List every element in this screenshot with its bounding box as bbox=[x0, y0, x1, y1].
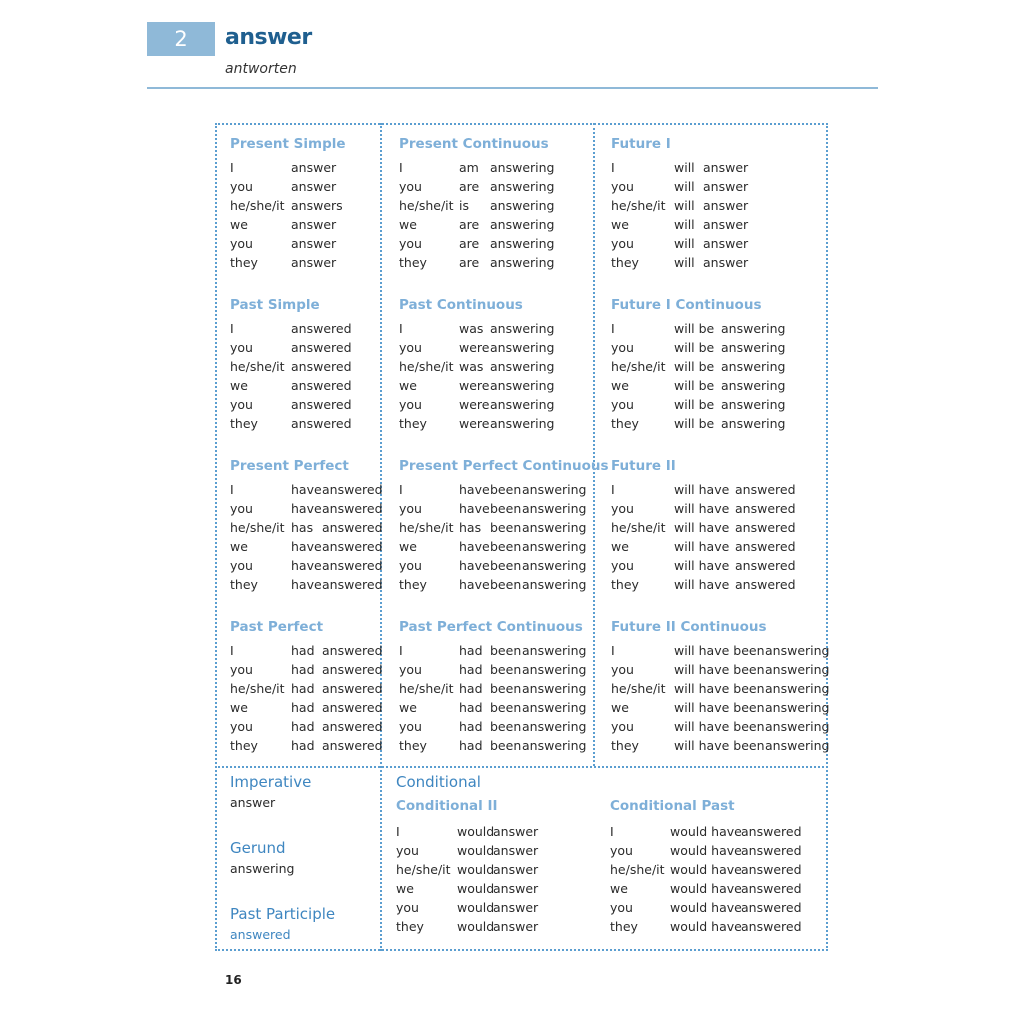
pronoun: he/she/it bbox=[611, 359, 666, 374]
pronoun: they bbox=[611, 255, 639, 270]
verb-form: answering bbox=[522, 700, 587, 715]
verb-form: answer bbox=[703, 255, 749, 270]
auxiliary: have bbox=[459, 482, 490, 497]
verb-form: answered bbox=[322, 662, 383, 677]
verb-form: answering bbox=[522, 681, 587, 696]
verb-form: answering bbox=[765, 681, 830, 696]
verb-form: answered bbox=[322, 558, 383, 573]
present-perfect-title: Present Perfect bbox=[230, 458, 349, 474]
column-divider-2 bbox=[593, 123, 595, 766]
pronoun: he/she/it bbox=[611, 681, 666, 696]
pronoun: I bbox=[610, 824, 614, 839]
pronoun: I bbox=[611, 643, 615, 658]
auxiliary: would bbox=[457, 824, 495, 839]
verb-form: answered bbox=[291, 416, 352, 431]
auxiliary: have bbox=[291, 539, 322, 554]
verb-form: answered bbox=[322, 501, 383, 516]
pronoun: they bbox=[611, 577, 639, 592]
pronoun: they bbox=[230, 255, 258, 270]
pronoun: you bbox=[399, 340, 422, 355]
verb-form: answered bbox=[735, 482, 796, 497]
auxiliary: had bbox=[291, 643, 315, 658]
pronoun: we bbox=[399, 700, 417, 715]
pronoun: you bbox=[399, 662, 422, 677]
pronoun: we bbox=[396, 881, 414, 896]
pronoun: he/she/it bbox=[399, 198, 454, 213]
pronoun: they bbox=[396, 919, 424, 934]
past-perfect-continuous-title: Past Perfect Continuous bbox=[399, 619, 583, 635]
pronoun: you bbox=[399, 501, 422, 516]
auxiliary: have bbox=[459, 501, 490, 516]
pronoun: you bbox=[611, 558, 634, 573]
auxiliary: have bbox=[291, 501, 322, 516]
auxiliary: would bbox=[457, 881, 495, 896]
pronoun: you bbox=[611, 397, 634, 412]
verb-form: answering bbox=[765, 700, 830, 715]
auxiliary: are bbox=[459, 217, 480, 232]
verb-form: answering bbox=[721, 340, 786, 355]
auxiliary: would bbox=[457, 919, 495, 934]
pronoun: he/she/it bbox=[396, 862, 451, 877]
auxiliary: been bbox=[490, 520, 522, 535]
auxiliary: will have bbox=[674, 539, 730, 554]
header-divider bbox=[147, 87, 878, 89]
pronoun: he/she/it bbox=[610, 862, 665, 877]
verb-form: answered bbox=[741, 919, 802, 934]
pronoun: you bbox=[610, 900, 633, 915]
pronoun: you bbox=[230, 719, 253, 734]
auxiliary: will have bbox=[674, 501, 730, 516]
verb-form: answering bbox=[490, 340, 555, 355]
pronoun: I bbox=[230, 482, 234, 497]
pronoun: we bbox=[230, 378, 248, 393]
auxiliary: been bbox=[490, 681, 522, 696]
verb-form: answered bbox=[735, 501, 796, 516]
verb-form: answered bbox=[735, 577, 796, 592]
auxiliary: been bbox=[490, 577, 522, 592]
conditional-ii-title: Conditional II bbox=[396, 798, 498, 814]
auxiliary: would have bbox=[670, 881, 742, 896]
auxiliary: will be bbox=[674, 340, 715, 355]
verb-form: answering bbox=[522, 501, 587, 516]
auxiliary: would bbox=[457, 900, 495, 915]
verb-form: answer bbox=[291, 179, 337, 194]
verb-form: answered bbox=[322, 482, 383, 497]
verb-form: answered bbox=[291, 378, 352, 393]
verb-form: answer bbox=[493, 881, 539, 896]
pronoun: he/she/it bbox=[230, 198, 285, 213]
auxiliary: were bbox=[459, 378, 490, 393]
auxiliary: is bbox=[459, 198, 469, 213]
verb-form: answered bbox=[741, 824, 802, 839]
pronoun: we bbox=[399, 217, 417, 232]
verb-form: answered bbox=[322, 719, 383, 734]
imperative-value: answer bbox=[230, 795, 276, 810]
future-ii-continuous-title: Future II Continuous bbox=[611, 619, 767, 635]
verb-form: answer bbox=[703, 160, 749, 175]
pronoun: they bbox=[399, 577, 427, 592]
auxiliary: been bbox=[490, 501, 522, 516]
auxiliary: been bbox=[490, 558, 522, 573]
auxiliary: would have bbox=[670, 919, 742, 934]
auxiliary: will have bbox=[674, 520, 730, 535]
pronoun: they bbox=[610, 919, 638, 934]
verb-form: answering bbox=[490, 359, 555, 374]
verb-form: answering bbox=[490, 397, 555, 412]
auxiliary: will have been bbox=[674, 681, 765, 696]
verb-form: answering bbox=[490, 217, 555, 232]
pronoun: we bbox=[610, 881, 628, 896]
verb-form: answer bbox=[493, 919, 539, 934]
auxiliary: had bbox=[459, 643, 483, 658]
auxiliary: have bbox=[291, 577, 322, 592]
pronoun: you bbox=[230, 662, 253, 677]
pronoun: they bbox=[230, 577, 258, 592]
present-perfect-continuous-title: Present Perfect Continuous bbox=[399, 458, 609, 474]
auxiliary: were bbox=[459, 416, 490, 431]
pronoun: we bbox=[611, 217, 629, 232]
pronoun: we bbox=[230, 700, 248, 715]
auxiliary: will have been bbox=[674, 643, 765, 658]
participle-value: answered bbox=[230, 927, 291, 942]
pronoun: we bbox=[230, 539, 248, 554]
pronoun: you bbox=[611, 662, 634, 677]
auxiliary: will have been bbox=[674, 738, 765, 753]
pronoun: you bbox=[611, 719, 634, 734]
gerund-label: Gerund bbox=[230, 839, 286, 857]
pronoun: they bbox=[611, 738, 639, 753]
future-i-title: Future I bbox=[611, 136, 671, 152]
verb-form: answering bbox=[490, 236, 555, 251]
gerund-value: answering bbox=[230, 861, 295, 876]
auxiliary: will be bbox=[674, 359, 715, 374]
verb-form: answered bbox=[322, 700, 383, 715]
verb-form: answer bbox=[493, 862, 539, 877]
verb-form: answering bbox=[721, 378, 786, 393]
auxiliary: would have bbox=[670, 843, 742, 858]
past-perfect-title: Past Perfect bbox=[230, 619, 324, 635]
pronoun: you bbox=[399, 558, 422, 573]
auxiliary: has bbox=[291, 520, 314, 535]
verb-form: answered bbox=[741, 843, 802, 858]
pronoun: we bbox=[399, 539, 417, 554]
pronoun: they bbox=[399, 416, 427, 431]
verb-form: answering bbox=[522, 643, 587, 658]
pronoun: we bbox=[611, 378, 629, 393]
verb-form: answered bbox=[735, 558, 796, 573]
pronoun: he/she/it bbox=[399, 359, 454, 374]
verb-form: answer bbox=[703, 236, 749, 251]
chapter-number: 2 bbox=[147, 22, 215, 56]
past-simple-title: Past Simple bbox=[230, 297, 320, 313]
pronoun: you bbox=[611, 179, 634, 194]
verb-form: answering bbox=[522, 539, 587, 554]
verb-form: answered bbox=[291, 321, 352, 336]
pronoun: I bbox=[611, 160, 615, 175]
verb-form: answer bbox=[493, 843, 539, 858]
verb-form: answered bbox=[735, 520, 796, 535]
pronoun: I bbox=[399, 160, 403, 175]
auxiliary: been bbox=[490, 662, 522, 677]
verb-form: answering bbox=[721, 416, 786, 431]
verb-form: answers bbox=[291, 198, 343, 213]
pronoun: you bbox=[611, 501, 634, 516]
verb-form: answered bbox=[322, 520, 383, 535]
verb-form: answering bbox=[721, 359, 786, 374]
pronoun: you bbox=[230, 179, 253, 194]
future-ii-title: Future II bbox=[611, 458, 676, 474]
verb-form: answering bbox=[490, 198, 555, 213]
verb-translation: antworten bbox=[225, 61, 297, 77]
verb-form: answer bbox=[703, 217, 749, 232]
verb-form: answered bbox=[322, 738, 383, 753]
auxiliary: will have bbox=[674, 577, 730, 592]
verb-form: answering bbox=[490, 160, 555, 175]
pronoun: they bbox=[399, 255, 427, 270]
pronoun: I bbox=[396, 824, 400, 839]
pronoun: they bbox=[399, 738, 427, 753]
verb-form: answering bbox=[522, 482, 587, 497]
auxiliary: was bbox=[459, 359, 484, 374]
auxiliary: will have bbox=[674, 482, 730, 497]
auxiliary: been bbox=[490, 482, 522, 497]
auxiliary: had bbox=[291, 700, 315, 715]
auxiliary: had bbox=[291, 681, 315, 696]
auxiliary: been bbox=[490, 700, 522, 715]
auxiliary: will have been bbox=[674, 700, 765, 715]
verb-form: answering bbox=[765, 643, 830, 658]
pronoun: he/she/it bbox=[230, 681, 285, 696]
auxiliary: had bbox=[459, 700, 483, 715]
auxiliary: had bbox=[291, 719, 315, 734]
pronoun: you bbox=[230, 558, 253, 573]
pronoun: I bbox=[399, 321, 403, 336]
pronoun: you bbox=[230, 340, 253, 355]
auxiliary: have bbox=[459, 577, 490, 592]
pronoun: he/she/it bbox=[399, 520, 454, 535]
verb-form: answering bbox=[490, 321, 555, 336]
pronoun: they bbox=[230, 416, 258, 431]
verb-form: answering bbox=[721, 397, 786, 412]
verb-form: answer bbox=[291, 236, 337, 251]
verb-form: answering bbox=[490, 378, 555, 393]
auxiliary: would bbox=[457, 843, 495, 858]
pronoun: he/she/it bbox=[611, 198, 666, 213]
verb-form: answering bbox=[765, 662, 830, 677]
auxiliary: had bbox=[459, 681, 483, 696]
auxiliary: had bbox=[291, 662, 315, 677]
pronoun: you bbox=[611, 340, 634, 355]
auxiliary: been bbox=[490, 738, 522, 753]
page-number: 16 bbox=[225, 973, 242, 987]
pronoun: I bbox=[399, 482, 403, 497]
verb-form: answered bbox=[291, 340, 352, 355]
verb-form: answering bbox=[765, 719, 830, 734]
auxiliary: will have been bbox=[674, 719, 765, 734]
auxiliary: had bbox=[459, 662, 483, 677]
verb-form: answering bbox=[765, 738, 830, 753]
pronoun: you bbox=[399, 236, 422, 251]
auxiliary: have bbox=[291, 558, 322, 573]
pronoun: he/she/it bbox=[230, 520, 285, 535]
verb-form: answering bbox=[490, 255, 555, 270]
verb-form: answer bbox=[493, 824, 539, 839]
verb-form: answered bbox=[741, 862, 802, 877]
future-i-continuous-title: Future I Continuous bbox=[611, 297, 762, 313]
verb-form: answered bbox=[291, 359, 352, 374]
auxiliary: will bbox=[674, 179, 695, 194]
pronoun: you bbox=[399, 397, 422, 412]
auxiliary: had bbox=[459, 738, 483, 753]
auxiliary: been bbox=[490, 539, 522, 554]
pronoun: I bbox=[611, 482, 615, 497]
participle-label: Past Participle bbox=[230, 905, 336, 923]
verb-form: answer bbox=[291, 217, 337, 232]
pronoun: they bbox=[611, 416, 639, 431]
auxiliary: have bbox=[459, 539, 490, 554]
auxiliary: would have bbox=[670, 862, 742, 877]
verb-form: answer bbox=[703, 198, 749, 213]
pronoun: I bbox=[230, 160, 234, 175]
auxiliary: had bbox=[291, 738, 315, 753]
verb-form: answering bbox=[490, 416, 555, 431]
pronoun: he/she/it bbox=[230, 359, 285, 374]
auxiliary: had bbox=[459, 719, 483, 734]
auxiliary: will bbox=[674, 236, 695, 251]
auxiliary: will have bbox=[674, 558, 730, 573]
row-divider bbox=[215, 766, 828, 768]
verb-form: answer bbox=[703, 179, 749, 194]
verb-form: answering bbox=[490, 179, 555, 194]
pronoun: we bbox=[399, 378, 417, 393]
pronoun: you bbox=[230, 236, 253, 251]
pronoun: you bbox=[399, 719, 422, 734]
pronoun: you bbox=[230, 397, 253, 412]
pronoun: you bbox=[396, 843, 419, 858]
verb-form: answered bbox=[322, 577, 383, 592]
verb-form: answering bbox=[522, 738, 587, 753]
auxiliary: will be bbox=[674, 321, 715, 336]
conditional-heading: Conditional bbox=[396, 773, 481, 791]
auxiliary: will bbox=[674, 198, 695, 213]
past-continuous-title: Past Continuous bbox=[399, 297, 523, 313]
auxiliary: will be bbox=[674, 416, 715, 431]
auxiliary: was bbox=[459, 321, 484, 336]
verb-form: answered bbox=[735, 539, 796, 554]
pronoun: you bbox=[396, 900, 419, 915]
auxiliary: will be bbox=[674, 378, 715, 393]
verb-form: answer bbox=[291, 255, 337, 270]
auxiliary: has bbox=[459, 520, 482, 535]
auxiliary: are bbox=[459, 255, 480, 270]
auxiliary: been bbox=[490, 643, 522, 658]
auxiliary: will have been bbox=[674, 662, 765, 677]
verb-form: answering bbox=[522, 719, 587, 734]
pronoun: I bbox=[230, 321, 234, 336]
auxiliary: will bbox=[674, 255, 695, 270]
auxiliary: have bbox=[291, 482, 322, 497]
imperative-label: Imperative bbox=[230, 773, 312, 791]
verb-form: answering bbox=[522, 577, 587, 592]
pronoun: he/she/it bbox=[611, 520, 666, 535]
pronoun: you bbox=[230, 501, 253, 516]
pronoun: I bbox=[611, 321, 615, 336]
conditional-past-title: Conditional Past bbox=[610, 798, 735, 814]
auxiliary: been bbox=[490, 719, 522, 734]
pronoun: they bbox=[230, 738, 258, 753]
auxiliary: would have bbox=[670, 900, 742, 915]
pronoun: you bbox=[611, 236, 634, 251]
pronoun: you bbox=[610, 843, 633, 858]
auxiliary: would bbox=[457, 862, 495, 877]
present-simple-title: Present Simple bbox=[230, 136, 346, 152]
verb-form: answering bbox=[721, 321, 786, 336]
verb-form: answer bbox=[291, 160, 337, 175]
present-continuous-title: Present Continuous bbox=[399, 136, 549, 152]
auxiliary: am bbox=[459, 160, 479, 175]
auxiliary: will bbox=[674, 217, 695, 232]
verb-form: answered bbox=[322, 539, 383, 554]
verb-title: answer bbox=[225, 25, 312, 50]
verb-form: answered bbox=[322, 681, 383, 696]
pronoun: he/she/it bbox=[399, 681, 454, 696]
pronoun: I bbox=[399, 643, 403, 658]
verb-form: answered bbox=[322, 643, 383, 658]
auxiliary: are bbox=[459, 179, 480, 194]
verb-form: answering bbox=[522, 520, 587, 535]
verb-form: answering bbox=[522, 662, 587, 677]
auxiliary: have bbox=[459, 558, 490, 573]
verb-form: answered bbox=[291, 397, 352, 412]
verb-form: answered bbox=[741, 881, 802, 896]
verb-form: answer bbox=[493, 900, 539, 915]
pronoun: I bbox=[230, 643, 234, 658]
pronoun: we bbox=[230, 217, 248, 232]
auxiliary: are bbox=[459, 236, 480, 251]
auxiliary: would have bbox=[670, 824, 742, 839]
pronoun: we bbox=[611, 539, 629, 554]
auxiliary: will bbox=[674, 160, 695, 175]
verb-form: answered bbox=[741, 900, 802, 915]
auxiliary: were bbox=[459, 397, 490, 412]
pronoun: you bbox=[399, 179, 422, 194]
auxiliary: will be bbox=[674, 397, 715, 412]
auxiliary: were bbox=[459, 340, 490, 355]
verb-form: answering bbox=[522, 558, 587, 573]
pronoun: we bbox=[611, 700, 629, 715]
